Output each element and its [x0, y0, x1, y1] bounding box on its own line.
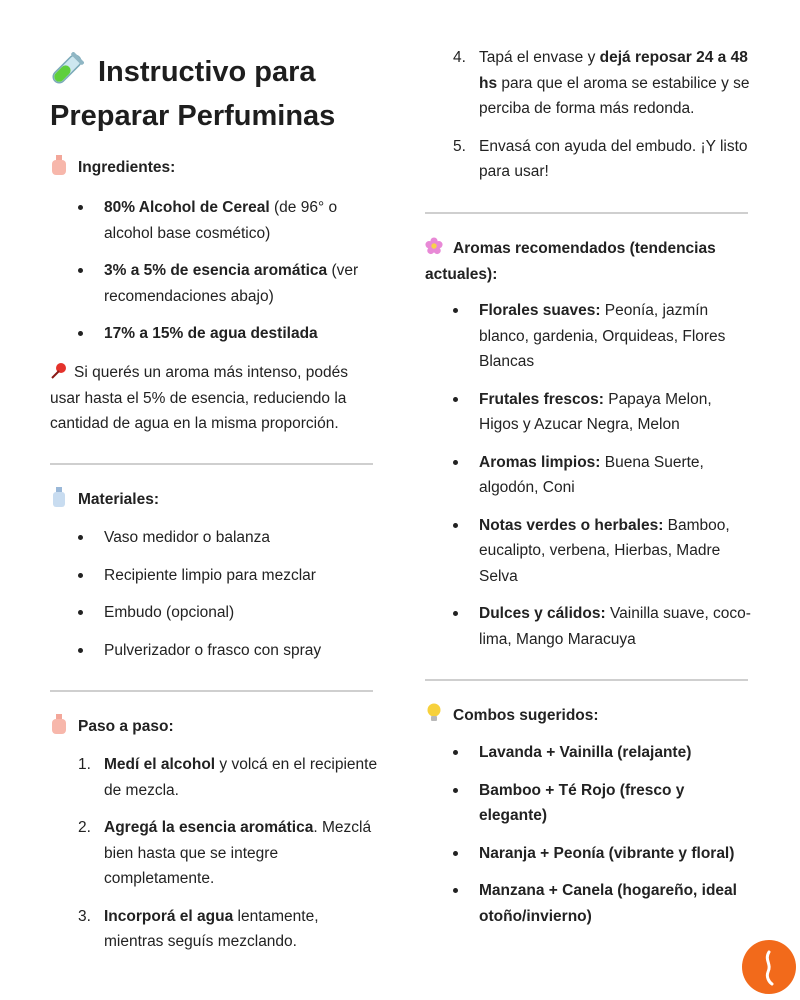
divider: [425, 212, 748, 214]
pushpin-icon: [50, 362, 68, 380]
step-item: 1. Medí el alcohol y volcá en el recipiente de mezcla.: [78, 756, 378, 799]
steps-list: [50, 752, 380, 955]
list-item: Embudo (opcional): [50, 600, 380, 626]
flower-icon: [425, 236, 443, 256]
list-item: Naranja + Peonía (vibrante y floral): [425, 841, 755, 867]
bottle-icon: [50, 155, 68, 175]
spray-bottle-icon: [50, 487, 68, 507]
steps-list-continued: [425, 45, 755, 185]
list-item: Aromas limpios: Buena Suerte, algodón, Coni: [425, 450, 755, 501]
list-item: Frutales frescos: Papaya Melon, Higos y Azucar Negra, Melon: [425, 387, 755, 438]
bottle-icon: [50, 714, 68, 734]
light-bulb-icon: [425, 703, 443, 723]
aromas-heading: Aromas recomendados (tendencias actuales):: [425, 236, 735, 288]
list-item: Dulces y cálidos: Vainilla suave, coco-lima, Mango Maracuya: [425, 601, 755, 652]
steps-heading: Paso a paso:: [50, 714, 174, 740]
list-item: Lavanda + Vainilla (relajante): [425, 740, 755, 766]
list-item: Bamboo + Té Rojo (fresco y elegante): [425, 778, 755, 829]
aromas-list: [425, 298, 755, 652]
ingredients-list: [50, 195, 380, 347]
list-item: Vaso medidor o balanza: [50, 525, 380, 551]
materials-list: [50, 525, 380, 663]
brand-logo: [742, 940, 796, 994]
step-item: 5. Envasá con ayuda del embudo. ¡Y listo para usar!: [453, 137, 748, 180]
list-item: Manzana + Canela (hogareño, ideal otoño/invierno): [425, 878, 755, 929]
divider: [50, 463, 373, 465]
list-item: 17% a 15% de agua destilada: [50, 321, 380, 347]
materials-heading: Materiales:: [50, 487, 159, 513]
intensity-note: Si querés un aroma más intenso, podés usar hasta el 5% de esencia, reduciendo la cantidad de agua en la misma proporción.: [50, 364, 348, 432]
list-item: Notas verdes o herbales: Bamboo, eucalipto, verbena, Hierbas, Madre Selva: [425, 513, 755, 590]
divider: [425, 679, 748, 681]
combos-heading: Combos sugeridos:: [425, 703, 599, 729]
list-item: Recipiente limpio para mezclar: [50, 563, 380, 589]
page-title: Instructivo para Preparar Perfuminas: [50, 50, 370, 138]
test-tube-icon: [50, 52, 84, 86]
list-item: 3% a 5% de esencia aromática (ver recomendaciones abajo): [50, 258, 380, 309]
list-item: Florales suaves: Peonía, jazmín blanco, gardenia, Orquideas, Flores Blancas: [425, 298, 755, 375]
flame-icon: [742, 940, 796, 994]
step-item: 3. Incorporá el agua lentamente, mientras seguís mezclando.: [78, 907, 319, 950]
ingredients-heading: Ingredientes:: [50, 155, 175, 181]
combos-list: [425, 740, 755, 929]
step-item: 2. Agregá la esencia aromática. Mezclá bien hasta que se integre completamente.: [78, 819, 372, 887]
list-item: Pulverizador o frasco con spray: [50, 638, 380, 664]
divider: [50, 690, 373, 692]
step-item: 4. Tapá el envase y dejá reposar 24 a 48 hs para que el aroma se estabilice y se perciba de forma más redonda.: [453, 49, 750, 117]
list-item: 80% Alcohol de Cereal (de 96° o alcohol base cosmético): [50, 195, 380, 246]
